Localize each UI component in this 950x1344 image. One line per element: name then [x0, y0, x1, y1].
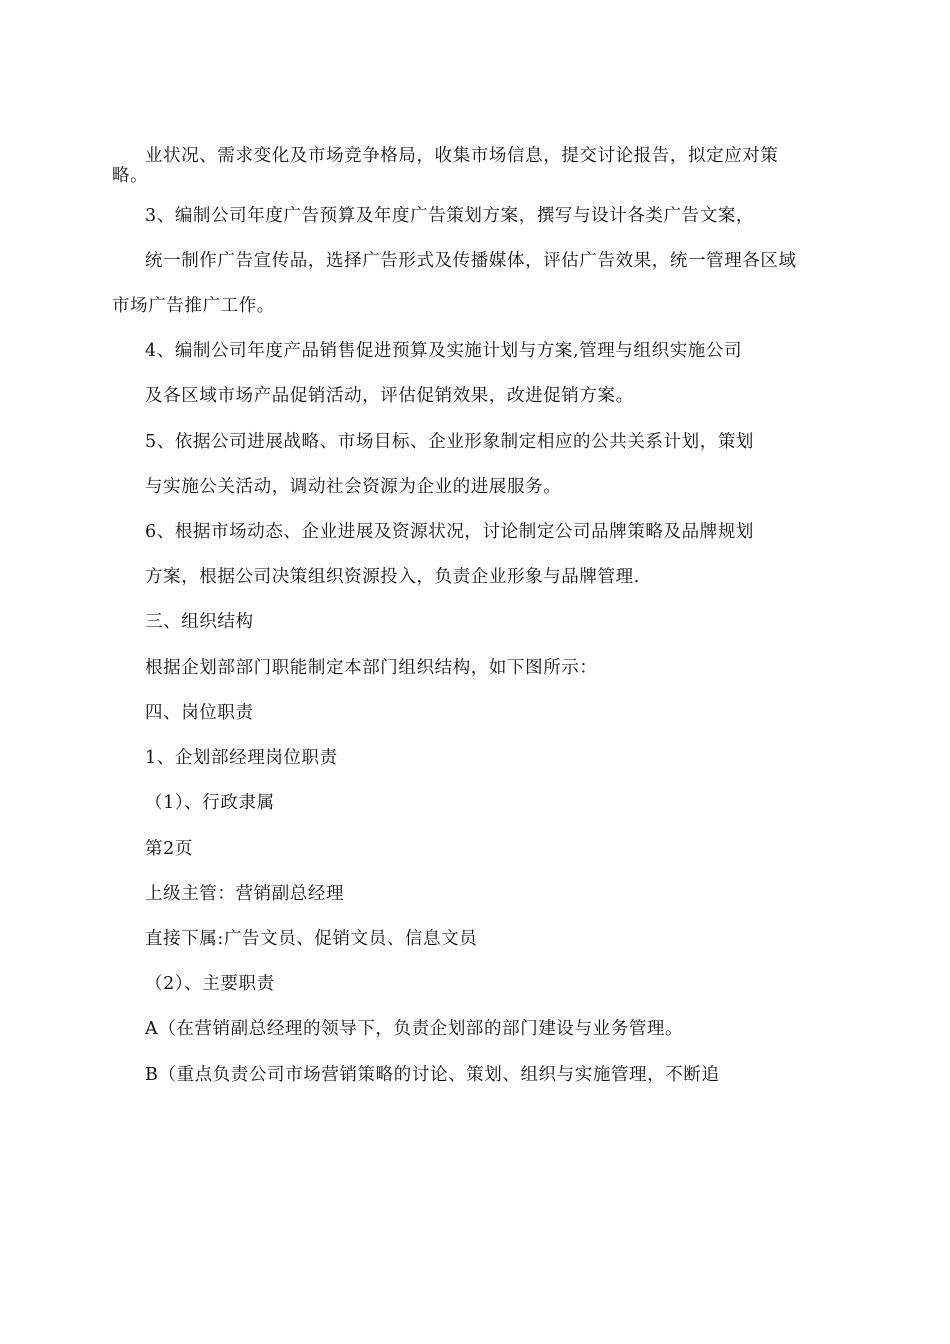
text-line: 上级主管：营销副总经理: [145, 884, 345, 904]
text-line: 4、编制公司年度产品销售促进预算及实施计划与方案,管理与组织实施公司: [145, 341, 743, 361]
subsection-heading: （1）、行政隶属: [145, 793, 275, 813]
text-line: 6、根据市场动态、企业进展及资源状况，讨论制定公司品牌策略及品牌规划: [145, 522, 755, 542]
text-line: 根据企划部部门职能制定本部门组织结构，如下图所示：: [145, 658, 598, 678]
text-line: 略。: [112, 166, 149, 186]
text-line: A（在营销副总经理的领导下，负责企划部的部门建设与业务管理。: [145, 1019, 684, 1039]
text-line: 与实施公关活动，调动社会资源为企业的进展服务。: [145, 477, 562, 497]
text-line: 统一制作广告宣传品，选择广告形式及传播媒体，评估广告效果，统一管理各区域: [145, 251, 797, 271]
subsection-heading: 1、企划部经理岗位职责: [145, 748, 338, 768]
text-line: B（重点负责公司市场营销策略的讨论、策划、组织与实施管理，不断追: [145, 1065, 720, 1085]
text-line: 直接下属:广告文员、促销文员、信息文员: [145, 929, 478, 949]
section-heading: 四、岗位职责: [145, 703, 254, 723]
text-line: 及各区域市场产品促销活动，评估促销效果，改进促销方案。: [145, 386, 634, 406]
subsection-heading: （2）、主要职责: [145, 974, 275, 994]
text-line: 业状况、需求变化及市场竞争格局，收集市场信息，提交讨论报告，拟定应对策: [145, 146, 779, 166]
text-line: 方案，根据公司决策组织资源投入，负责企业形象与品牌管理.: [145, 567, 640, 587]
text-line: 3、编制公司年度广告预算及年度广告策划方案，撰写与设计各类广告文案，: [145, 206, 755, 226]
page-number: 第2页: [145, 839, 193, 859]
text-line: 市场广告推广工作。: [112, 296, 275, 316]
section-heading: 三、组织结构: [145, 612, 254, 632]
text-line: 5、依据公司进展战略、市场目标、企业形象制定相应的公共关系计划，策划: [145, 432, 755, 452]
